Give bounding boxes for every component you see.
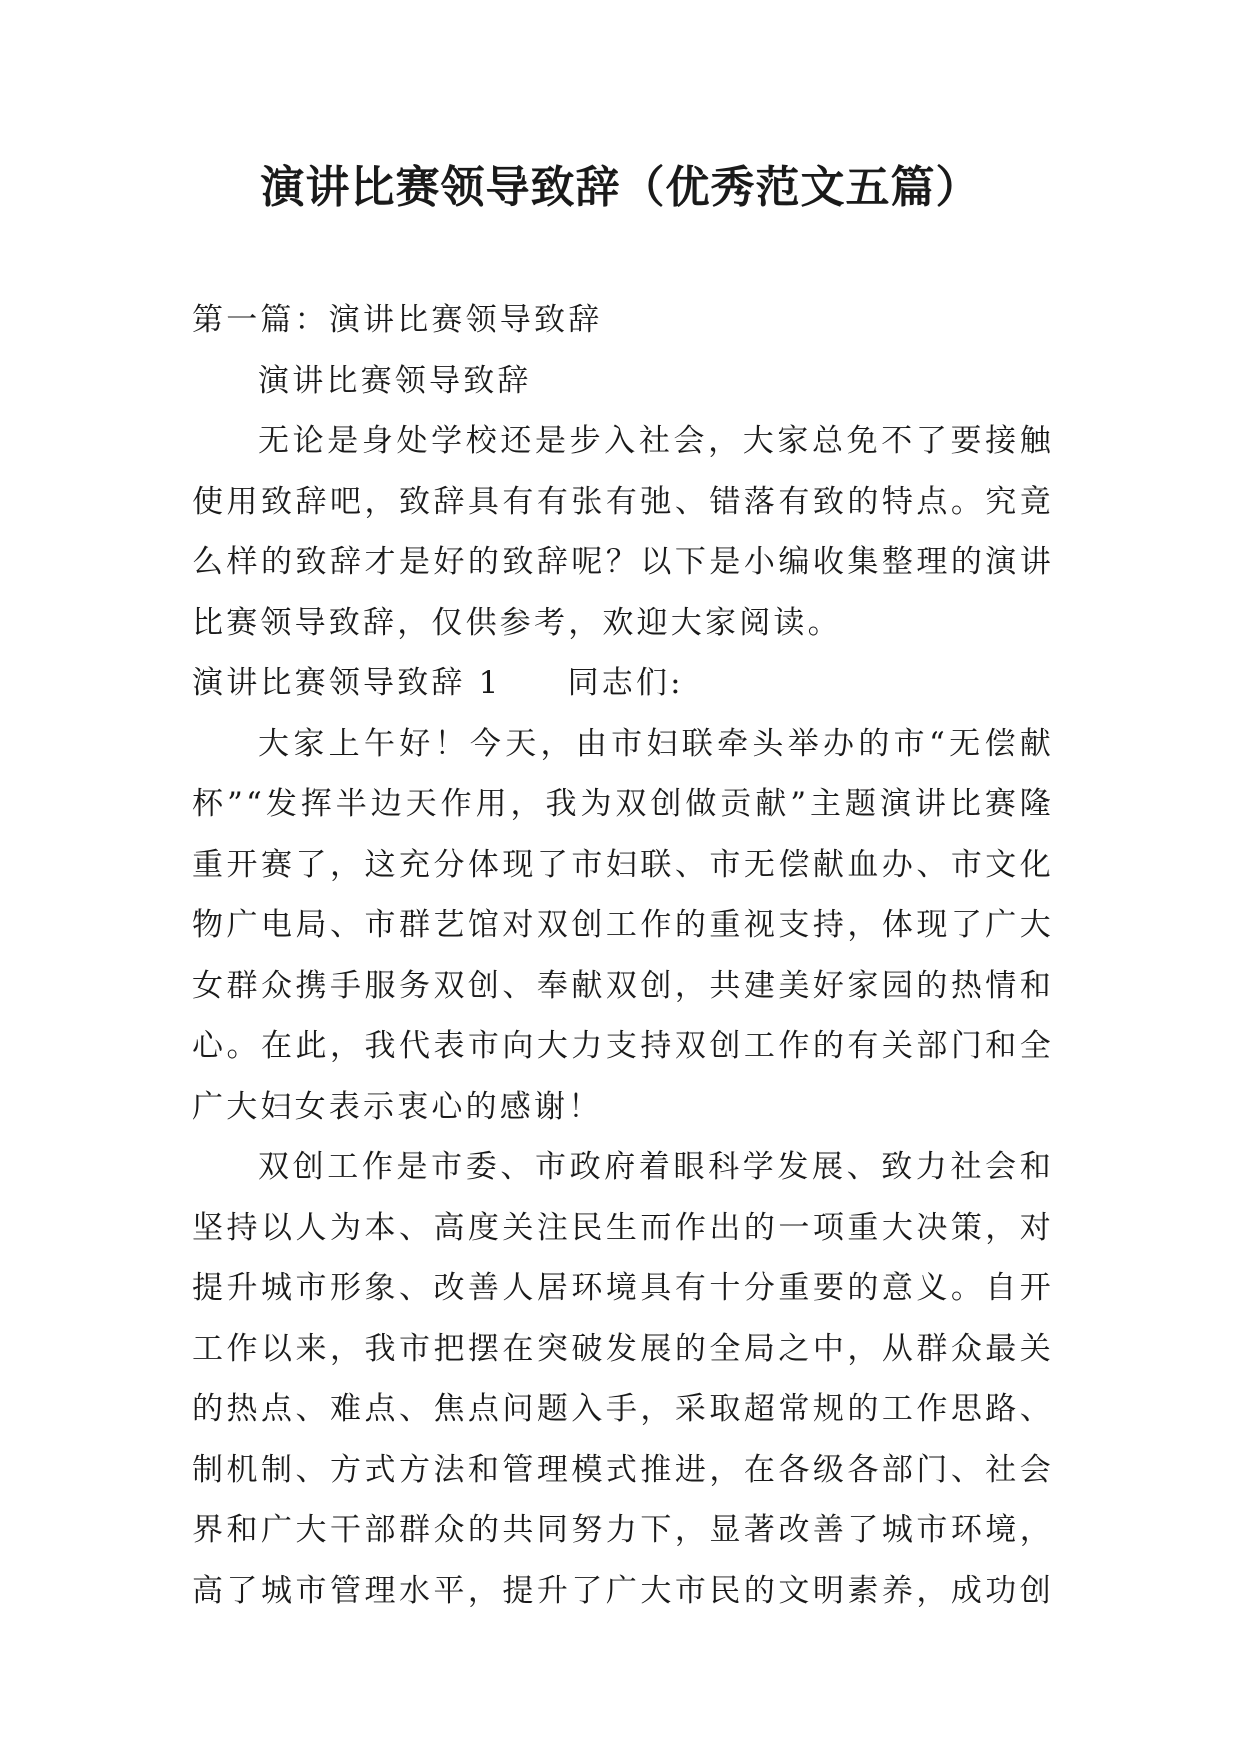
speech-paragraph-2 (192, 1137, 1054, 1621)
intro-paragraph (192, 411, 1054, 653)
paragraph-line: 使用致辞吧，致辞具有有张有弛、错落有致的特点。究竟 (192, 483, 1054, 520)
paragraph-line: 高了城市管理水平，提升了广大市民的文明素养，成功创 (192, 1572, 1054, 1609)
paragraph-line: 坚持以人为本、高度关注民生而作出的一项重大决策，对 (192, 1209, 1054, 1246)
salutation: 同志们: (567, 665, 684, 701)
paragraph-line: 大家上午好！今天，由市妇联牵头举办的市“无偿献 (258, 725, 1054, 762)
document-title: 演讲比赛领导致辞（优秀范文五篇） (260, 162, 981, 213)
paragraph-line: 女群众携手服务双创、奉献双创，共建美好家园的热情和 (192, 967, 1054, 1004)
paragraph-line: 比赛领导致辞，仅供参考，欢迎大家阅读。 (192, 604, 842, 641)
paragraph-line: 重开赛了，这充分体现了市妇联、市无偿献血办、市文化 (192, 846, 1054, 883)
paragraph-line: 提升城市形象、改善人居环境具有十分重要的意义。自开 (192, 1270, 1054, 1306)
paragraph-line: 制机制、方式方法和管理模式推进，在各级各部门、社会 (192, 1451, 1054, 1488)
paragraph-line: 物广电局、市群艺馆对双创工作的重视支持，体现了广大 (192, 907, 1054, 943)
speech-heading-line (192, 653, 1054, 714)
paragraph-line: 的热点、难点、焦点问题入手，采取超常规的工作思路、 (192, 1391, 1054, 1427)
paragraph-line: 界和广大干部群众的共同努力下，显著改善了城市环境， (192, 1512, 1054, 1548)
paragraph-line: 广大妇女表示衷心的感谢！ (192, 1088, 603, 1125)
speech-heading: 演讲比赛领导致辞 1 (192, 665, 502, 701)
section-subheading: 演讲比赛领导致辞 (258, 362, 532, 399)
paragraph-line: 么样的致辞才是好的致辞呢？以下是小编收集整理的演讲 (192, 544, 1054, 580)
paragraph-line: 双创工作是市委、市政府着眼科学发展、致力社会和 (258, 1149, 1054, 1185)
paragraph-line: 工作以来，我市把摆在突破发展的全局之中，从群众最关 (192, 1330, 1054, 1367)
paragraph-line: 心。在此，我代表市向大力支持双创工作的有关部门和全 (192, 1028, 1054, 1064)
speech-paragraph-1 (192, 714, 1054, 1138)
paragraph-line: 无论是身处学校还是步入社会，大家总免不了要接触 (258, 423, 1054, 459)
paragraph-line: 杯”“发挥半边天作用，我为双创做贡献”主题演讲比赛隆 (192, 786, 1054, 822)
document-body (192, 290, 1054, 1621)
section-heading: 第一篇：演讲比赛领导致辞 (192, 302, 603, 338)
